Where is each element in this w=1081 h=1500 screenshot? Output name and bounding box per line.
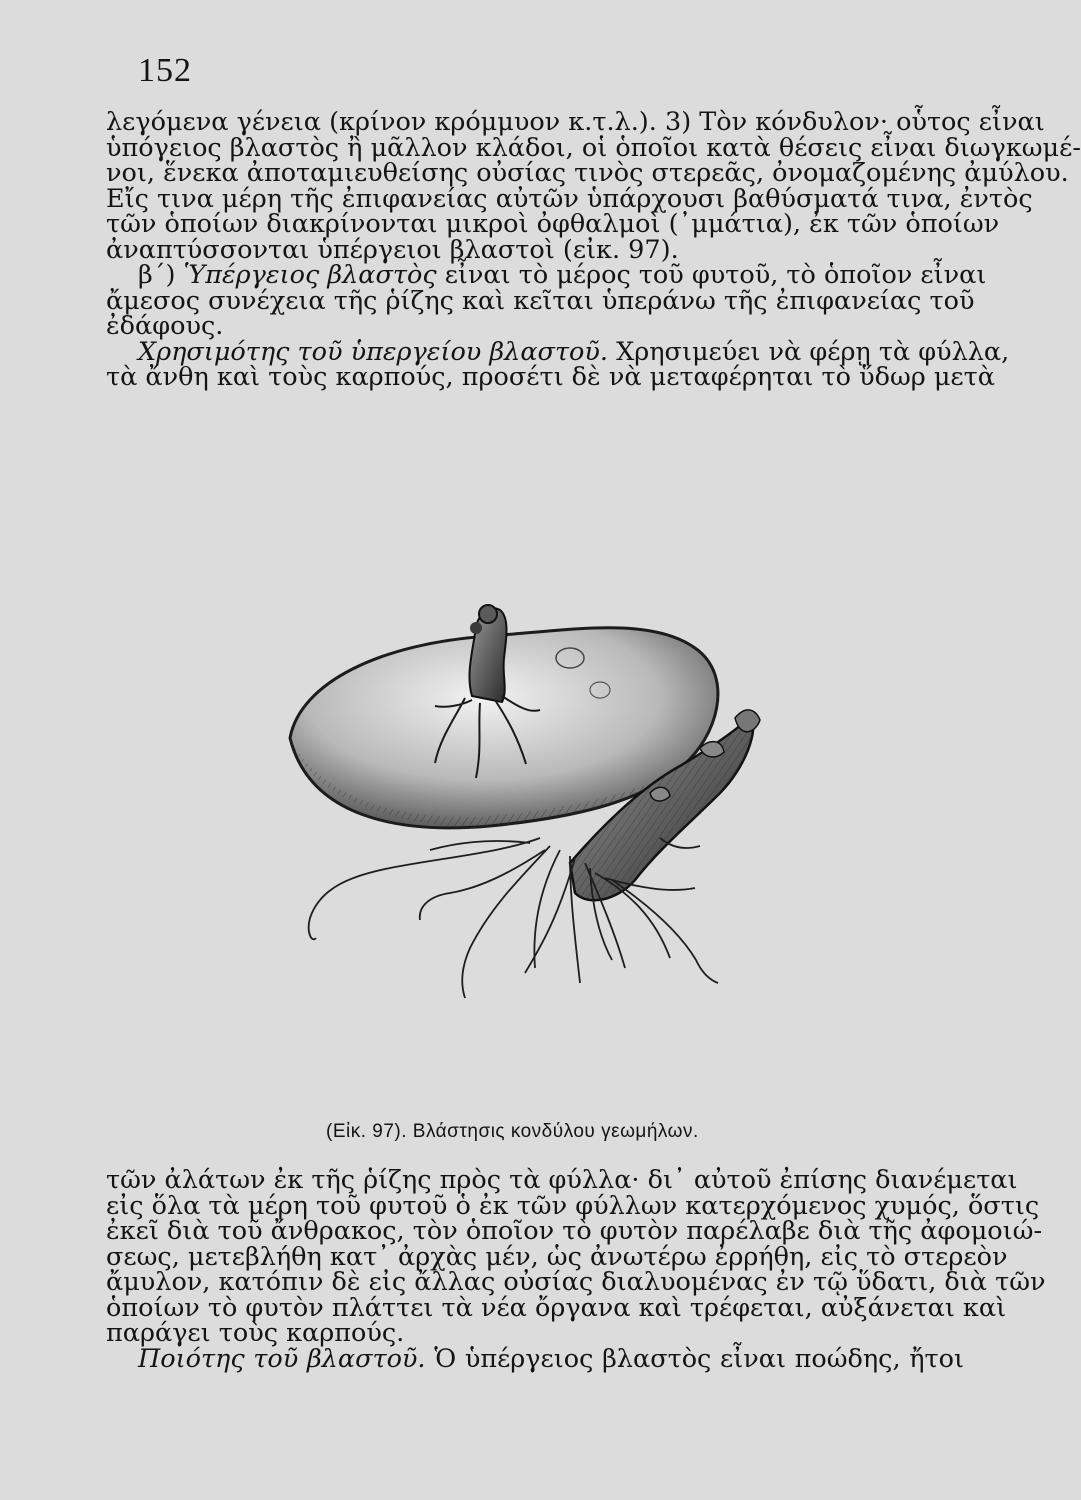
- figure-caption: (Εἰκ. 97). Βλάστησις κονδύλου γεωμήλων.: [326, 1121, 699, 1142]
- text-line: σεως, μετεβλήθη κατ᾽ ἀρχὰς μέν, ὡς ἀνωτέρω ἐρρήθη, εἰς τὸ στερεὸν: [106, 1241, 1008, 1272]
- section-use-heading: Χρησιμότης τοῦ ὑπεργείου βλαστοῦ.: [138, 336, 609, 367]
- text-line: παράγει τοὺς καρπούς.: [106, 1318, 405, 1348]
- text-line: νοι, ἕνεκα ἀποταμιευθείσης οὐσίας τινὸς στερεᾶς, ὀνομαζομένης ἀμύλου.: [106, 158, 1069, 188]
- section-use-text: Χρησιμεύει νὰ φέρῃ τὰ φύλλα,: [608, 336, 1010, 367]
- text-line: λεγόμενα γένεια (κρίνον κρόμμυον κ.τ.λ.). 3) Τὸν κόνδυλον· οὗτος εἶναι: [106, 107, 1045, 137]
- text-line: τὰ ἄνθη καὶ τοὺς καρπούς, προσέτι δὲ νὰ μεταφέρηται τὸ ὕδωρ μετὰ: [106, 362, 995, 392]
- potato-tuber-illustration: [240, 588, 960, 1038]
- section-b-prefix: β΄): [138, 260, 184, 290]
- text-line: ὁποίων τὸ φυτὸν πλάττει τὰ νέα ὄργανα καὶ τρέφεται, αὐξάνεται καὶ: [106, 1292, 1007, 1323]
- section-quality-heading: Ποιότης τοῦ βλαστοῦ.: [138, 1343, 426, 1374]
- page-number: 152: [138, 52, 192, 89]
- roots: [309, 838, 718, 998]
- section-b-heading: Ὑπέργειος βλαστὸς: [183, 260, 437, 290]
- text-line: τῶν ὁποίων διακρίνονται μικροὶ ὀφθαλμοὶ (᾽μμάτια), ἐκ τῶν ὁποίων: [106, 209, 1000, 239]
- section-b-line: [106, 257, 987, 290]
- text-line: ἄμυλον, κατόπιν δὲ εἰς ἄλλας οὐσίας διαλυομένας ἐν τῷ ὕδατι, διὰ τῶν: [106, 1267, 1046, 1297]
- text-line: ἄμεσος συνέχεια τῆς ῥίζης καὶ κεῖται ὑπεράνω τῆς ἐπιφανείας τοῦ: [106, 285, 975, 316]
- text-line: εἰς ὅλα τὰ μέρη τοῦ φυτοῦ ὁ ἐκ τῶν φύλλων κατερχόμενος χυμός, ὅστις: [106, 1190, 1040, 1221]
- text-line: Εἴς τινα μέρη τῆς ἐπιφανείας αὐτῶν ὑπάρχουσι βαθύσματά τινα, ἐντὸς: [106, 183, 1033, 214]
- text-line: ἐδάφους.: [106, 311, 224, 341]
- text-line: ἀναπτύσσονται ὑπέργειοι βλαστοὶ (εἰκ. 97).: [106, 234, 679, 265]
- section-b-text: εἶναι τὸ μέρος τοῦ φυτοῦ, τὸ ὁποῖον εἶναι: [436, 260, 987, 290]
- section-use-line: [106, 334, 1010, 367]
- section-quality-text: Ὁ ὑπέργειος βλαστὸς εἶναι ποώδης, ἤτοι: [425, 1343, 964, 1374]
- text-block-bottom: [106, 1161, 1046, 1374]
- text-line: ἐκεῖ διὰ τοῦ ἄνθρακος, τὸν ὁποῖον τὸ φυτὸν παρέλαβε διὰ τῆς ἀφομοιώ-: [106, 1216, 1043, 1246]
- section-quality-line: [106, 1340, 964, 1374]
- text-line: ὑπόγειος βλαστὸς ἢ μᾶλλον κλάδοι, οἱ ὁποῖοι κατὰ θέσεις εἶναι διωγκωμέ-: [106, 132, 1081, 163]
- text-line: τῶν ἀλάτων ἐκ τῆς ῥίζης πρὸς τὰ φύλλα· δι᾽ αὐτοῦ ἐπίσης διανέμεται: [106, 1165, 1018, 1195]
- text-block-top: [106, 104, 1081, 392]
